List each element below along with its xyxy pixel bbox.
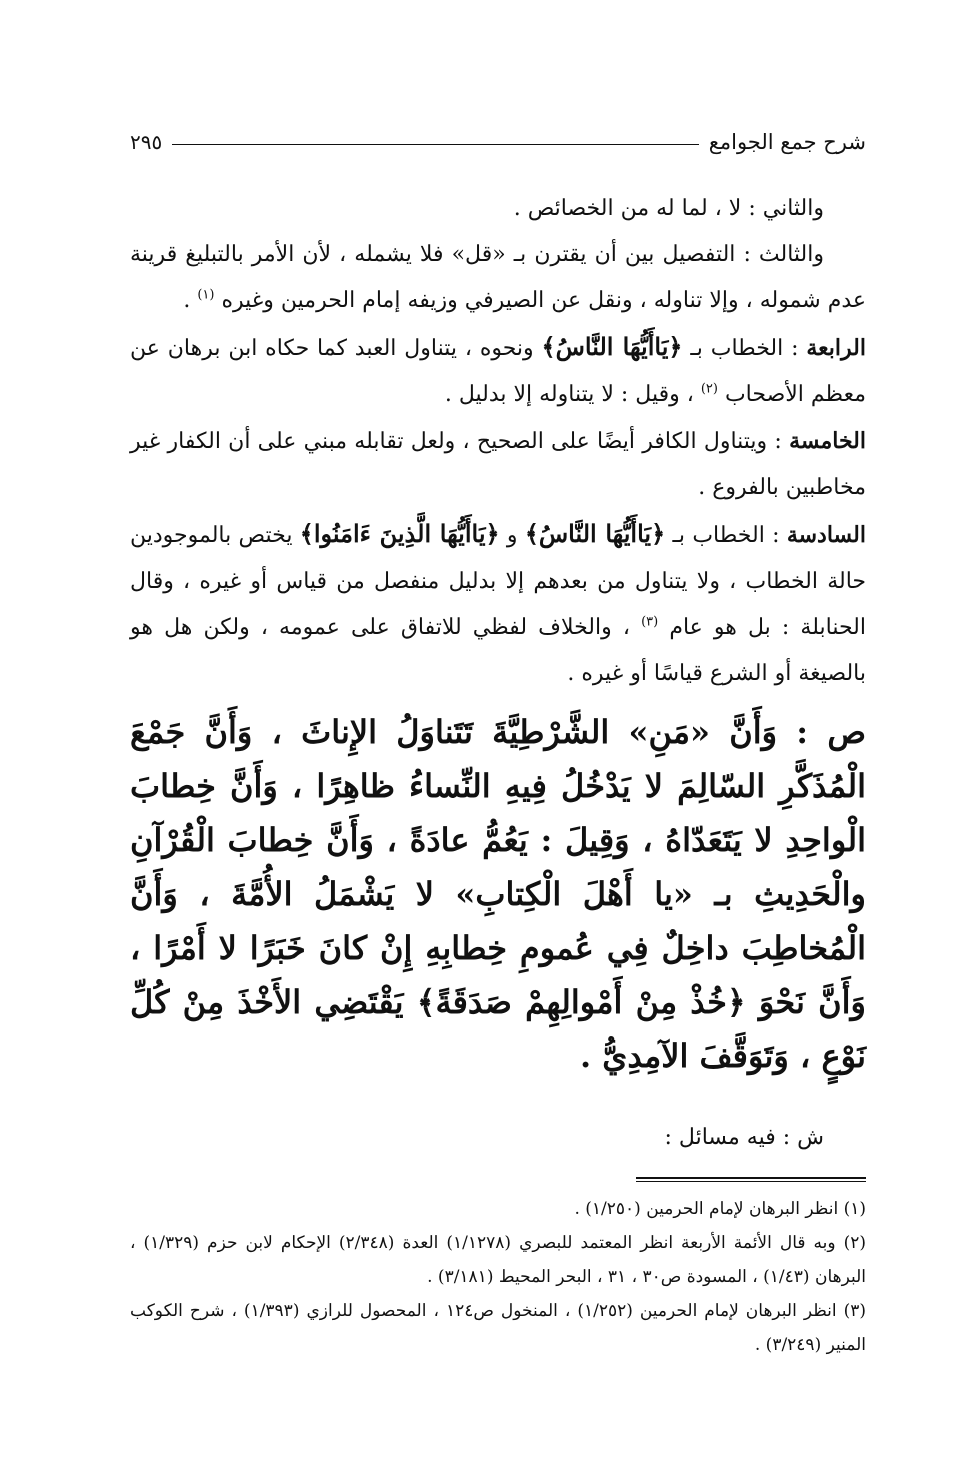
footnotes	[130, 1192, 866, 1362]
issue-label-fifth: الخامسة	[789, 428, 866, 454]
footnote-1: (١) انظر البرهان لإمام الحرمين (١/٢٥٠) .	[574, 1199, 866, 1219]
paragraph-fifth-issue	[130, 418, 866, 511]
quran-quote-ya-ayyuha-an-nas: ﴿يَاأَيُّهَا النَّاسُ﴾	[541, 332, 683, 361]
footnote-3: (٣) انظر البرهان لإمام الحرمين (١/٢٥٢) ، المنخول ص١٢٤ ، المحصول للرازي (١/٣٩٣) ، شرح الكوكب المنير (٣/٢٤٩) .	[130, 1301, 867, 1355]
paragraph-sixth-b: يختص بالموجودين حالة الخطاب ، ولا يتناول من بعدهم إلا بدليل منفصل من قياس أو غيره ، وقال الحنابلة : بل هو عام	[130, 523, 866, 640]
paragraph-third-text: والثالث : التفصيل بين أن يقترن بـ «قل» فلا يشمله ، لأن الأمر بالتبليغ قرينة عدم شموله ، وإلا تناوله ، ونقل عن الصيرفي وزيفه إمام الحرمين وغيره	[130, 242, 866, 313]
paragraph-fourth-a: : الخطاب بـ	[682, 336, 807, 361]
header-rule	[172, 144, 698, 145]
quran-quote-an-nas: ﴿يَاأَيُّهَا النَّاسُ﴾	[524, 519, 666, 548]
paragraph-fourth-b: ونحوه ، يتناول العبد كما حكاه ابن برهان عن معظم الأصحاب	[130, 336, 866, 407]
running-header	[130, 120, 866, 164]
footnote-separator-thin	[636, 1181, 866, 1182]
footnote-2: (٢) وبه قال الأئمة الأربعة انظر المعتمد للبصري (١/١٢٧٨) العدة (٢/٣٤٨) الإحكام لابن حزم (١/٣٢٩) ، البرهان (١/٤٣) ، المسودة ص٣٠ ، ٣١ ، البحر المحيط (٣/١٨١) .	[130, 1233, 867, 1287]
book-title: شرح جمع الجوامع	[708, 130, 866, 154]
commentary-body	[130, 186, 866, 697]
issue-label-sixth: السادسة	[786, 522, 866, 548]
paragraph-fifth-text: : ويتناول الكافر أيضًا على الصحيح ، ولعل تقابله مبني على أن الكفار غير مخاطبين بالفروع .	[130, 429, 866, 500]
paragraph-third-opinion	[130, 232, 866, 324]
footnote-ref-3: (٣)	[641, 614, 659, 630]
page-number: ٢٩٥	[130, 130, 163, 154]
sharh-section	[130, 1115, 866, 1161]
book-page	[130, 120, 866, 1362]
paragraph-second-opinion: والثاني : لا ، لما له من الخصائص .	[513, 196, 824, 221]
paragraph-sixth-c: ، والخلاف لفظي للاتفاق على عمومه ، ولكن هل هو بالصيغة أو الشرع قياسًا أو غيره .	[130, 615, 866, 686]
footnote-separator	[636, 1177, 866, 1182]
matn-text: ص : وَأَنَّ «مَنِ» الشَّرْطِيَّةَ تَتَناوَلُ الإِناثَ ، وَأَنَّ جَمْعَ الْمُذَكَّرِ السّالِمَ لا يَدْخُلُ فِيهِ النِّساءُ ظاهِرًا ، وَأَنَّ خِطابَ الْواحِدِ لا يَتَعَدّاهُ ، وَقِيلَ : يَعُمُّ عادَةً ، وَأَنَّ خِطابَ الْقُرْآنِ والْحَدِيثِ بـ «يا أَهْلَ الْكِتابِ» لا يَشْمَلُ الأُمَّةَ ، وَأَنَّ الْمُخاطِبَ داخِلٌ فِي عُمومِ خِطابِهِ إِنْ كانَ خَبَرًا لا أَمْرًا ، وَأَنَّ نَحْوَ ﴿خُذْ مِنْ أَمْوالِهِمْ صَدَقَةً﴾ يَقْتَضِي الأَخْذَ مِنْ كُلِّ نَوْعٍ ، وَتَوَقَّفَ الآمِدِيُّ .	[130, 713, 867, 1075]
footnote-ref-1: (١)	[197, 287, 215, 303]
paragraph-fourth-c: ، وقيل : لا يتناوله إلا بدليل .	[444, 382, 701, 407]
sharh-intro: ش : فيه مسائل :	[664, 1125, 824, 1150]
paragraph-third-end: .	[183, 288, 198, 313]
conjunction: و	[499, 523, 525, 548]
issue-label-fourth: الرابعة	[806, 335, 866, 361]
paragraph-sixth-a: : الخطاب بـ	[665, 523, 787, 548]
paragraph-fourth-issue	[130, 324, 866, 418]
footnote-ref-2: (٢)	[700, 381, 718, 397]
quran-quote-alladhina-amanu: ﴿يَاأَيُّهَا الَّذِينَ ءَامَنُوا﴾	[299, 519, 500, 548]
paragraph-sixth-issue	[130, 511, 866, 697]
